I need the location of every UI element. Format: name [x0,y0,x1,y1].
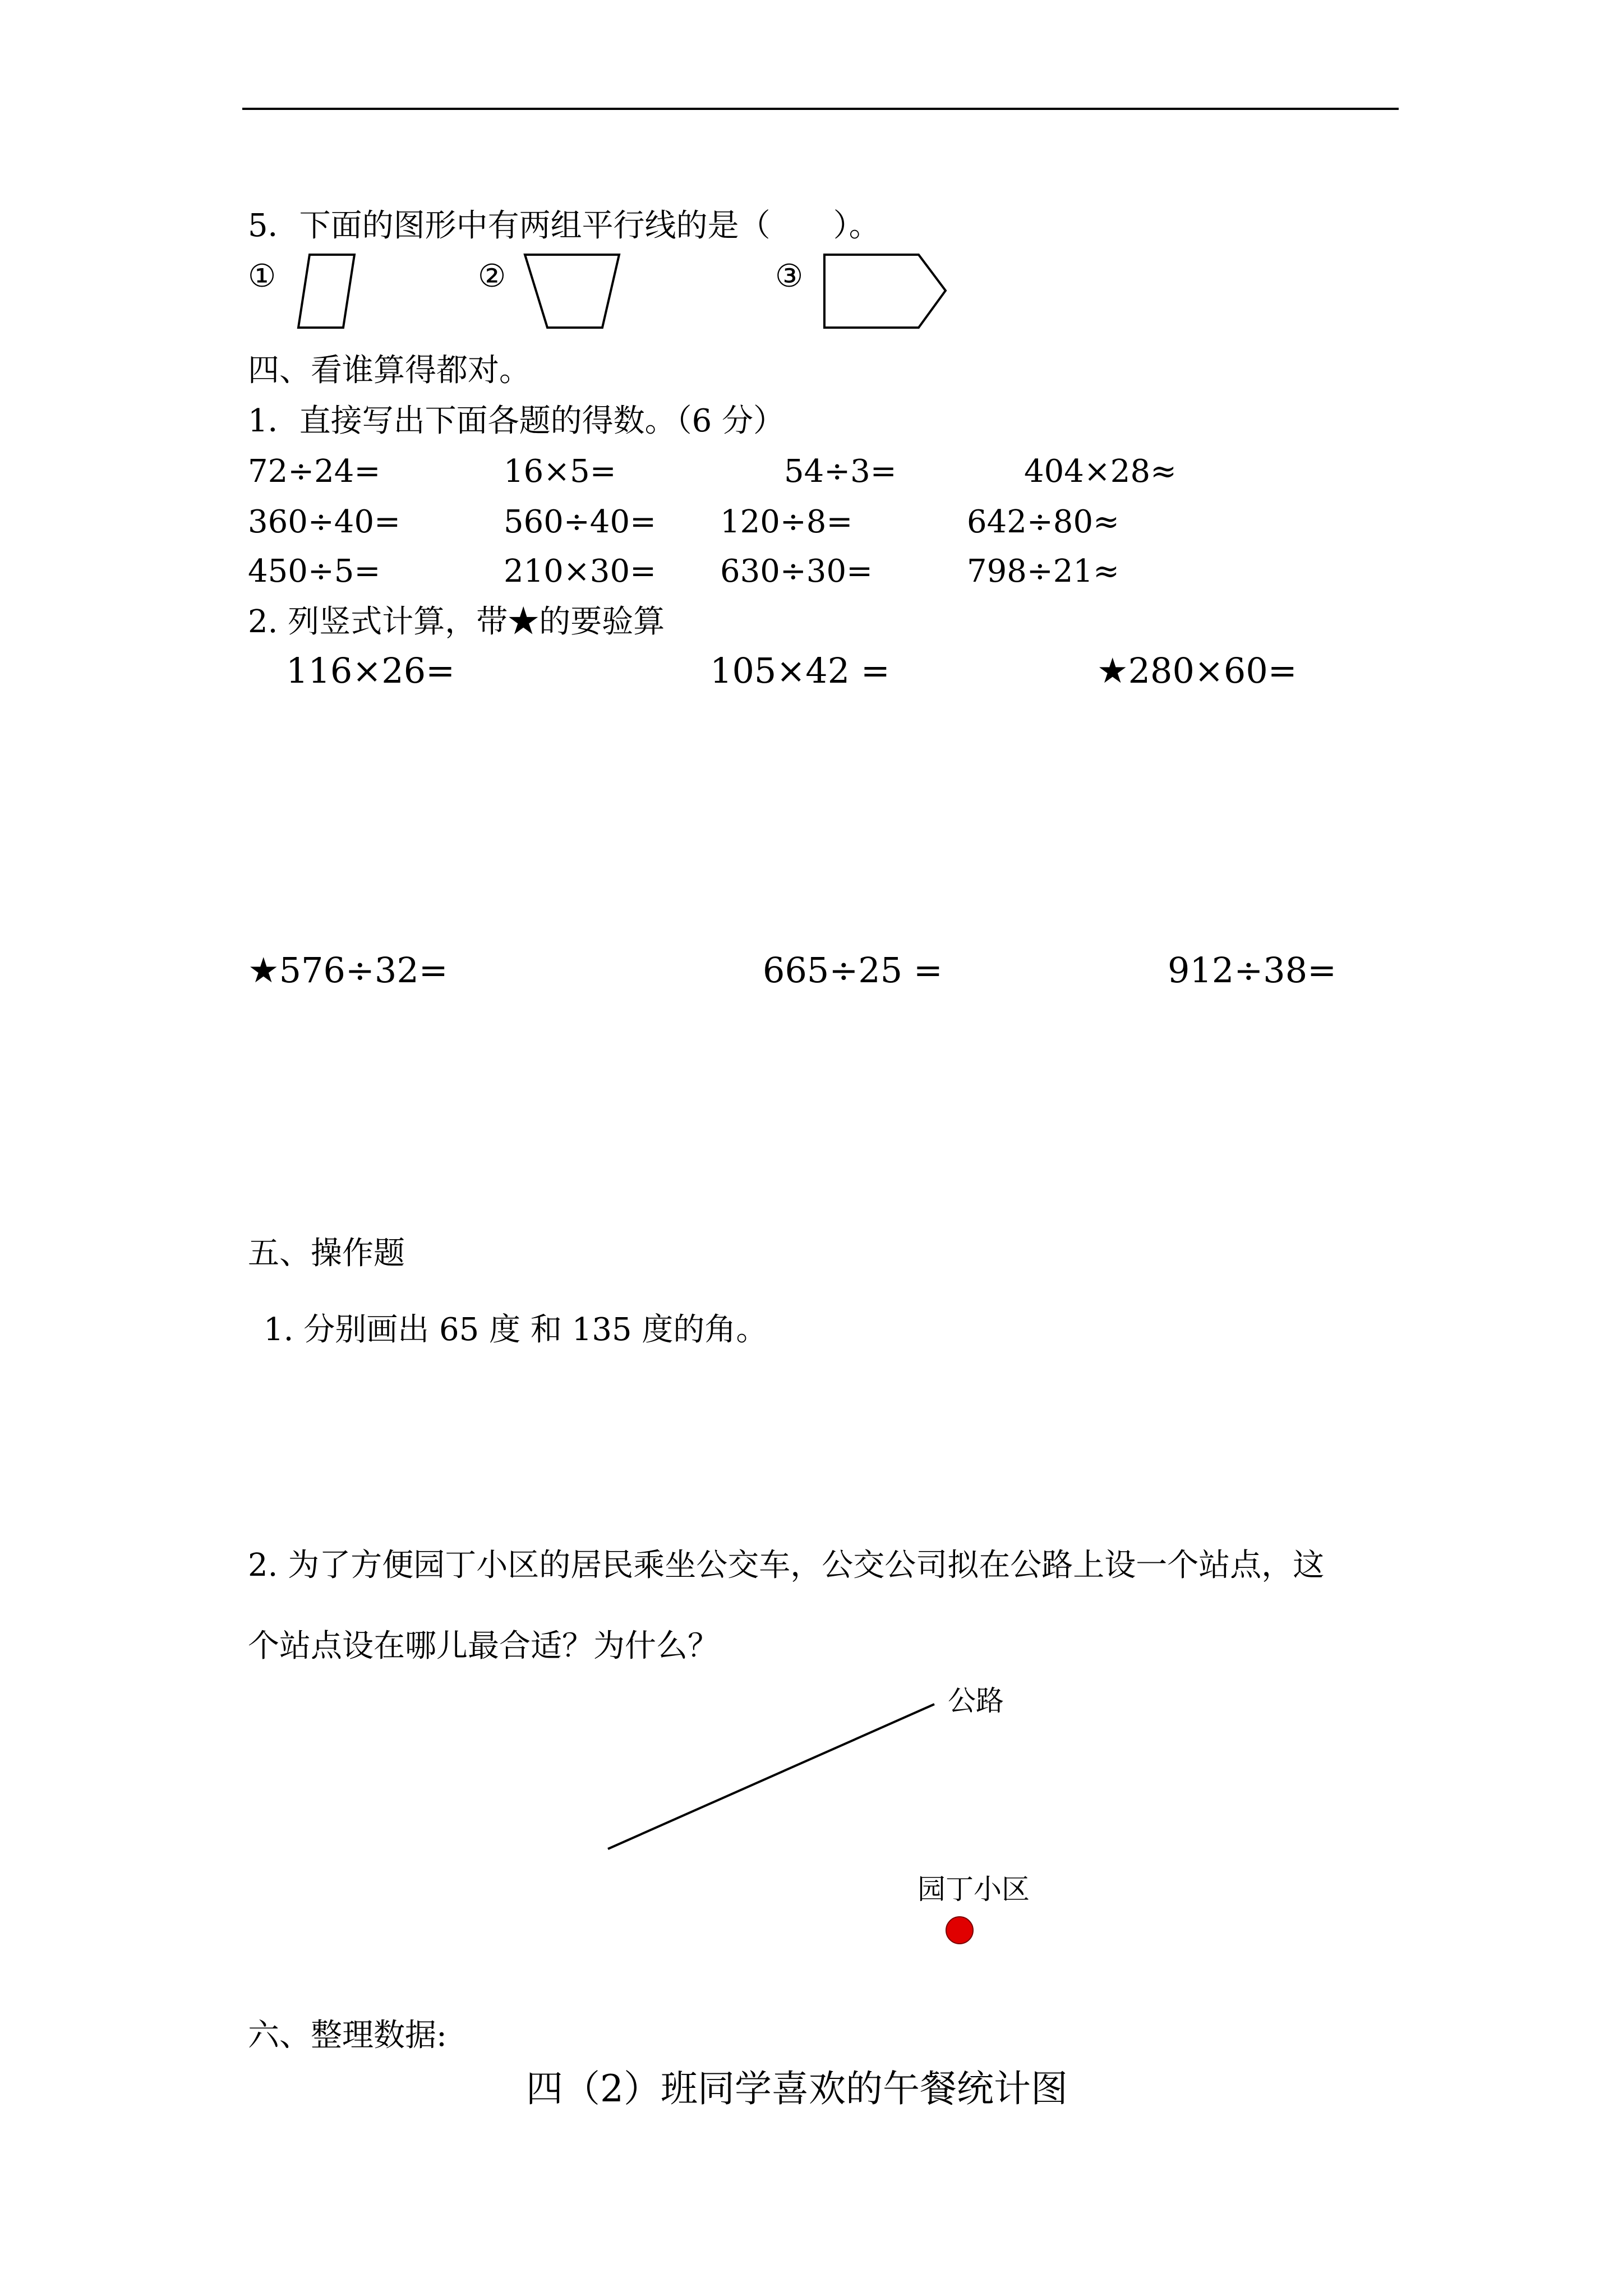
vertical-calc-item: 105×42 = [710,650,890,691]
vertical-calc-item: 116×26= [286,650,455,691]
section5-q2-line1: 2. 为了方便园丁小区的居民乘坐公交车，公交公司拟在公路上设一个站点，这 [248,1547,1325,1584]
section5-q2-line2: 个站点设在哪儿最合适？为什么？ [248,1628,719,1664]
road-label: 公路 [948,1685,1004,1717]
parallelogram-figure [292,252,359,331]
section4-q2-title: 2. 列竖式计算，带★的要验算 [248,604,665,640]
vertical-calc-item: ★576÷32= [248,950,448,991]
oral-item: 120÷8= [720,504,853,540]
oral-item: 630÷30= [720,553,873,590]
oral-item: 72÷24= [248,453,381,490]
road-line [600,1694,937,1857]
section4-q1-title: 1．直接写出下面各题的得数。（6 分） [248,403,785,439]
oral-item: 54÷3= [784,453,897,490]
q5-stem: 5．下面的图形中有两组平行线的是（ ）。 [248,208,880,244]
vertical-calc-item: 665÷25 = [763,950,943,991]
oral-item: 360÷40= [248,504,400,540]
oral-item: 16×5= [504,453,616,490]
vertical-calc-item: ★280×60= [1097,650,1297,691]
oral-item: 560÷40= [504,504,656,540]
oral-item: 210×30= [504,553,656,590]
section5-heading: 五、操作题 [248,1235,405,1272]
oral-item: 798÷21≈ [967,553,1119,590]
community-dot [946,1916,974,1944]
oral-item: 642÷80≈ [967,504,1119,540]
q5-option-2-mark: ② [478,258,506,295]
oral-item: 404×28≈ [1024,453,1177,490]
chart-title: 四（2）班同学喜欢的午餐统计图 [526,2067,1068,2110]
q5-option-3-mark: ③ [775,258,804,295]
pentagon-figure [822,252,951,331]
section4-heading: 四、看谁算得都对。 [248,352,531,389]
vertical-calc-item: 912÷38= [1168,950,1337,991]
section6-heading: 六、整理数据: [248,2017,447,2054]
q5-option-1-mark: ① [248,258,276,295]
community-label: 园丁小区 [917,1873,1030,1906]
section5-q1: 1. 分别画出 65 度 和 135 度的角。 [264,1312,768,1348]
oral-item: 450÷5= [248,553,381,590]
trapezoid-figure [523,252,624,331]
header-rule [242,108,1399,110]
